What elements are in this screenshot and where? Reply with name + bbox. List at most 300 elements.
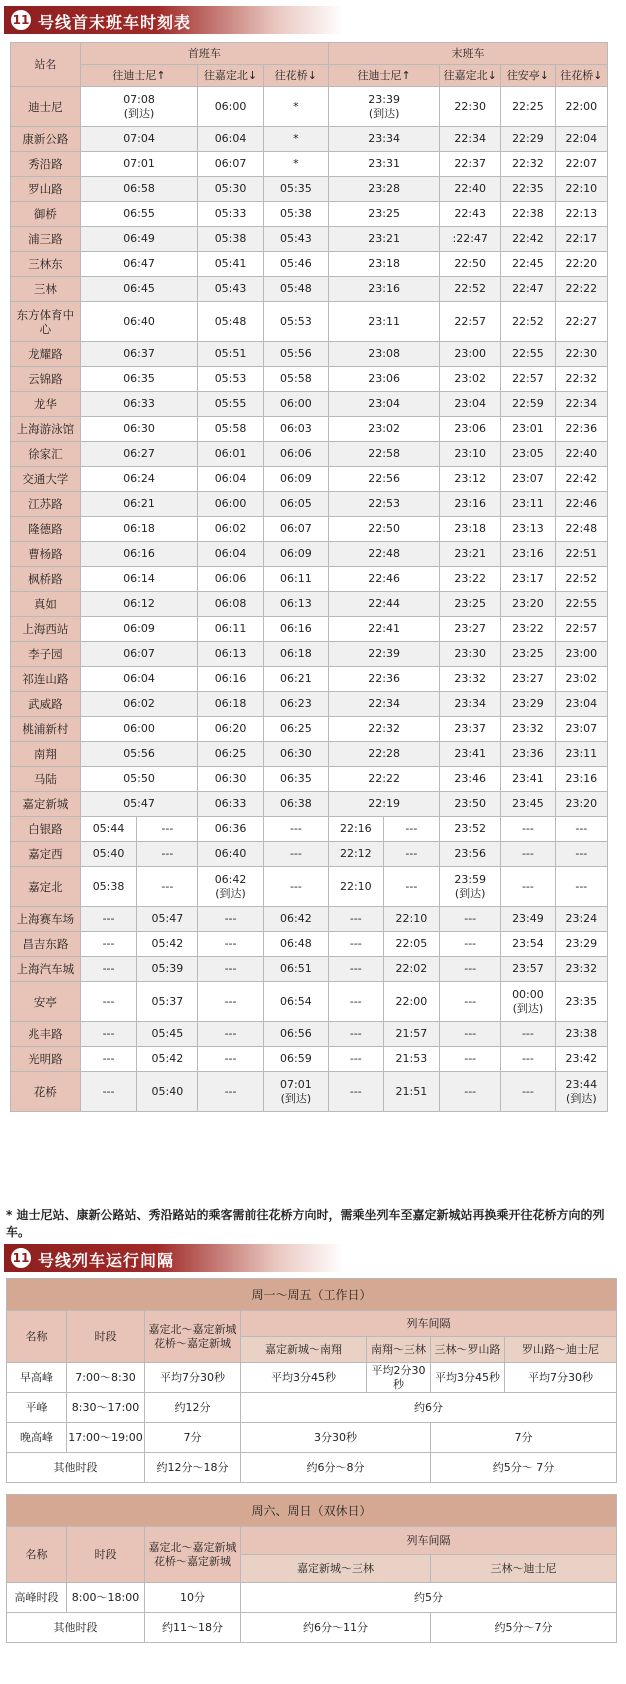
last-to-anting bbox=[501, 842, 555, 867]
first-to-huaqiao bbox=[263, 177, 328, 202]
first-to-disney-hq bbox=[137, 867, 198, 907]
last-to-anting bbox=[501, 442, 555, 467]
last-to-disney-value: 23:21 bbox=[368, 232, 400, 245]
last-to-jiadingbei-value: 23:21 bbox=[454, 547, 487, 560]
row-branch: 约11～18分 bbox=[145, 1613, 241, 1643]
first-to-disney bbox=[80, 152, 198, 177]
station-name: 嘉定北 bbox=[11, 867, 81, 907]
station-name: 云锦路 bbox=[11, 367, 81, 392]
row-value: 平均3分45秒 bbox=[241, 1363, 367, 1393]
last-to-anting-value: 22:42 bbox=[512, 232, 544, 245]
first-to-jiadingbei bbox=[198, 567, 263, 592]
table-row bbox=[11, 467, 608, 492]
last-to-anting bbox=[501, 1072, 555, 1112]
last-to-anting-value: 23:05 bbox=[512, 447, 544, 460]
last-to-jiadingbei bbox=[440, 342, 501, 367]
first-to-disney-value: 06:27 bbox=[123, 447, 155, 460]
first-to-huaqiao-value: 06:09 bbox=[280, 472, 312, 485]
first-to-huaqiao bbox=[263, 492, 328, 517]
last-to-disney-value: 22:44 bbox=[368, 597, 400, 610]
last-to-huaqiao-value: 23:38 bbox=[565, 1027, 598, 1040]
first-to-jiadingbei bbox=[198, 442, 263, 467]
last-to-disney bbox=[329, 767, 440, 792]
last-to-disney-hq-value: 22:00 bbox=[395, 994, 428, 1008]
station-name: 武威路 bbox=[11, 692, 81, 717]
last-to-jiadingbei bbox=[440, 1022, 501, 1047]
weekend-interval-table bbox=[6, 1494, 617, 1643]
last-to-disney-value: 23:34 bbox=[368, 132, 400, 145]
first-to-huaqiao-value: 05:46 bbox=[280, 257, 312, 270]
transfer-note: * 迪士尼站、康新公路站、秀沿路站的乘客需前往花桥方向时，需乘坐列车至嘉定新城站再换乘开往花桥方向的列车。 bbox=[6, 1208, 605, 1239]
last-to-huaqiao-value: 22:34 bbox=[565, 397, 598, 410]
first-to-jiadingbei-value: 06:00 bbox=[214, 497, 247, 510]
last-to-huaqiao bbox=[555, 442, 607, 467]
table-row bbox=[11, 227, 608, 252]
last-to-disney-jdb bbox=[329, 842, 383, 867]
last-to-huaqiao bbox=[555, 492, 607, 517]
last-to-anting bbox=[501, 277, 555, 302]
row-name: 早高峰 bbox=[7, 1363, 67, 1393]
first-to-huaqiao-value: 06:42 bbox=[280, 912, 312, 925]
first-to-jiadingbei bbox=[198, 417, 263, 442]
last-to-huaqiao-value: --- bbox=[575, 822, 588, 835]
first-to-jiadingbei-value: 06:00 bbox=[214, 99, 247, 113]
first-to-huaqiao bbox=[263, 907, 328, 932]
last-to-anting bbox=[501, 467, 555, 492]
last-to-huaqiao bbox=[555, 417, 607, 442]
last-to-disney-hq-value: --- bbox=[405, 822, 418, 835]
last-to-jiadingbei bbox=[440, 177, 501, 202]
last-to-jiadingbei bbox=[440, 202, 501, 227]
last-to-jiadingbei-value: 22:57 bbox=[454, 314, 487, 328]
last-to-disney bbox=[329, 177, 440, 202]
first-to-huaqiao-value: --- bbox=[289, 822, 302, 835]
last-to-huaqiao bbox=[555, 127, 607, 152]
table-row bbox=[11, 87, 608, 127]
last-to-jiadingbei bbox=[440, 717, 501, 742]
last-to-disney bbox=[329, 517, 440, 542]
table-row bbox=[11, 417, 608, 442]
last-to-jiadingbei-value: --- bbox=[464, 912, 477, 925]
first-to-disney-value: 06:21 bbox=[123, 497, 155, 510]
last-to-disney-hq bbox=[383, 817, 440, 842]
last-to-anting-value: 22:25 bbox=[512, 99, 544, 113]
first-to-huaqiao-value: * bbox=[293, 157, 299, 170]
first-to-disney-value: 06:49 bbox=[123, 232, 155, 245]
first-to-jiadingbei-value: --- bbox=[224, 937, 237, 950]
last-to-disney-value: 23:06 bbox=[368, 372, 400, 385]
last-to-disney-jdb bbox=[329, 982, 383, 1022]
first-to-jiadingbei-value: 06:18 bbox=[214, 697, 247, 710]
last-to-jiadingbei bbox=[440, 982, 501, 1022]
last-to-disney bbox=[329, 302, 440, 342]
weekday-title: 周一～周五（工作日） bbox=[7, 1279, 617, 1311]
table-row bbox=[11, 617, 608, 642]
last-to-anting-value: --- bbox=[521, 1084, 534, 1098]
first-to-jiadingbei bbox=[198, 277, 263, 302]
table-row bbox=[11, 767, 608, 792]
last-to-anting bbox=[501, 957, 555, 982]
first-to-huaqiao bbox=[263, 367, 328, 392]
first-to-jiadingbei-value: 05:33 bbox=[214, 207, 247, 220]
last-to-jiadingbei bbox=[440, 252, 501, 277]
first-to-huaqiao-value: 06:18 bbox=[280, 647, 312, 660]
row-value: 约6分～8分 bbox=[241, 1453, 431, 1483]
last-to-disney-hq bbox=[383, 907, 440, 932]
table-row bbox=[11, 367, 608, 392]
last-to-jiadingbei-value: 22:30 bbox=[454, 99, 487, 113]
station-name: 交通大学 bbox=[11, 467, 81, 492]
last-to-anting bbox=[501, 1022, 555, 1047]
last-to-jiadingbei-value: 23:06 bbox=[454, 422, 487, 435]
col-interval: 列车间隔 bbox=[241, 1311, 617, 1337]
station-name: 罗山路 bbox=[11, 177, 81, 202]
first-to-disney-value: 06:33 bbox=[123, 397, 155, 410]
header-first-train: 首班车 bbox=[80, 43, 328, 65]
last-to-disney-jdb bbox=[329, 1072, 383, 1112]
first-to-disney-value: 06:16 bbox=[123, 547, 155, 560]
last-to-jiadingbei-value: 22:52 bbox=[454, 282, 487, 295]
table-row bbox=[11, 842, 608, 867]
table-row bbox=[11, 517, 608, 542]
table-row bbox=[11, 1022, 608, 1047]
last-to-jiadingbei-value: 23:59 bbox=[454, 872, 487, 886]
last-to-huaqiao bbox=[555, 767, 607, 792]
station-name: 东方体育中心 bbox=[11, 302, 81, 342]
first-to-jiadingbei bbox=[198, 717, 263, 742]
first-to-jiadingbei-value: 06:08 bbox=[214, 597, 247, 610]
first-to-huaqiao bbox=[263, 817, 328, 842]
last-to-huaqiao-value: 23:04 bbox=[565, 697, 598, 710]
last-to-huaqiao-value: 23:42 bbox=[565, 1052, 598, 1065]
last-to-huaqiao-value: 23:20 bbox=[565, 797, 598, 810]
last-to-disney-jdb bbox=[329, 932, 383, 957]
table-row bbox=[11, 1047, 608, 1072]
first-to-huaqiao bbox=[263, 1047, 328, 1072]
table-row bbox=[11, 957, 608, 982]
station-name: 光明路 bbox=[11, 1047, 81, 1072]
row-period: 8:00～18:00 bbox=[67, 1583, 145, 1613]
last-to-anting bbox=[501, 932, 555, 957]
first-to-huaqiao bbox=[263, 542, 328, 567]
last-to-jiadingbei bbox=[440, 1072, 501, 1112]
col-branch: 嘉定北～嘉定新城 花桥～嘉定新城 bbox=[145, 1311, 241, 1363]
first-to-disney-hq-value: --- bbox=[161, 822, 174, 835]
last-to-disney bbox=[329, 692, 440, 717]
first-to-huaqiao-value: 06:54 bbox=[280, 994, 312, 1008]
first-to-jiadingbei-value: 06:30 bbox=[214, 772, 247, 785]
first-to-disney-jdb bbox=[80, 1072, 137, 1112]
first-to-huaqiao-value: 05:48 bbox=[280, 282, 312, 295]
row-name: 高峰时段 bbox=[7, 1583, 67, 1613]
last-to-huaqiao-value: 23:24 bbox=[565, 912, 598, 925]
last-to-disney bbox=[329, 742, 440, 767]
last-to-anting-value: 23:54 bbox=[512, 937, 544, 950]
first-to-huaqiao-value: 05:53 bbox=[280, 314, 312, 328]
last-to-huaqiao bbox=[555, 742, 607, 767]
last-to-anting bbox=[501, 907, 555, 932]
last-to-anting bbox=[501, 717, 555, 742]
last-to-disney-hq-value: 21:51 bbox=[395, 1084, 428, 1098]
first-to-disney bbox=[80, 767, 198, 792]
last-to-anting bbox=[501, 642, 555, 667]
table-row bbox=[11, 252, 608, 277]
station-name: 康新公路 bbox=[11, 127, 81, 152]
last-to-huaqiao-value: 23:32 bbox=[565, 962, 598, 975]
last-to-anting-value: 23:41 bbox=[512, 772, 544, 785]
first-to-disney-jdb-value: --- bbox=[102, 962, 115, 975]
first-to-disney bbox=[80, 342, 198, 367]
first-to-huaqiao-value: * bbox=[293, 132, 299, 145]
first-to-disney-hq-value: 05:39 bbox=[151, 962, 184, 975]
last-to-disney bbox=[329, 567, 440, 592]
last-to-jiadingbei bbox=[440, 417, 501, 442]
first-to-huaqiao bbox=[263, 592, 328, 617]
last-to-anting bbox=[501, 867, 555, 907]
last-to-huaqiao-value: 22:55 bbox=[565, 597, 598, 610]
first-to-huaqiao-value: 06:07 bbox=[280, 522, 312, 535]
first-to-disney-hq bbox=[137, 932, 198, 957]
last-to-jiadingbei-value: --- bbox=[464, 1084, 477, 1098]
last-to-anting-value: 23:29 bbox=[512, 697, 544, 710]
col-segment-4: 罗山路～迪士尼 bbox=[505, 1337, 617, 1363]
first-to-huaqiao bbox=[263, 1072, 328, 1112]
last-to-disney-value: 23:08 bbox=[368, 347, 400, 360]
first-to-huaqiao bbox=[263, 467, 328, 492]
last-to-huaqiao-value: 23:11 bbox=[565, 747, 598, 760]
first-to-disney-jdb-value: --- bbox=[102, 937, 115, 950]
first-to-disney-jdb bbox=[80, 982, 137, 1022]
first-to-jiadingbei bbox=[198, 542, 263, 567]
first-to-huaqiao-value: 06:13 bbox=[280, 597, 312, 610]
first-to-jiadingbei bbox=[198, 152, 263, 177]
last-to-disney-hq bbox=[383, 842, 440, 867]
last-to-disney-value: 22:22 bbox=[368, 772, 400, 785]
first-to-disney-hq-value: 05:40 bbox=[151, 1084, 184, 1098]
first-to-huaqiao bbox=[263, 442, 328, 467]
station-name: 秀沿路 bbox=[11, 152, 81, 177]
last-to-anting bbox=[501, 617, 555, 642]
table-row bbox=[11, 492, 608, 517]
last-to-huaqiao bbox=[555, 1047, 607, 1072]
last-to-anting-value: --- bbox=[521, 822, 534, 835]
last-to-jiadingbei bbox=[440, 87, 501, 127]
first-to-jiadingbei-value: --- bbox=[224, 912, 237, 925]
last-to-disney-jdb-value: 22:12 bbox=[339, 847, 372, 860]
station-name: 安亭 bbox=[11, 982, 81, 1022]
first-to-disney-arrival: (到达) bbox=[123, 106, 155, 120]
last-to-huaqiao-value: 23:02 bbox=[565, 672, 598, 685]
first-to-disney-jdb bbox=[80, 867, 137, 907]
last-to-jiadingbei bbox=[440, 152, 501, 177]
last-to-huaqiao bbox=[555, 252, 607, 277]
last-to-disney-value: 22:28 bbox=[368, 747, 400, 760]
first-to-jiadingbei-value: 06:02 bbox=[214, 522, 247, 535]
station-name: 龙华 bbox=[11, 392, 81, 417]
first-to-jiadingbei-value: 05:53 bbox=[214, 372, 247, 385]
first-to-jiadingbei-value: 05:38 bbox=[214, 232, 247, 245]
table-row bbox=[11, 742, 608, 767]
last-to-disney-jdb bbox=[329, 1022, 383, 1047]
last-to-jiadingbei-value: 23:41 bbox=[454, 747, 487, 760]
last-to-jiadingbei bbox=[440, 492, 501, 517]
last-to-disney-jdb-value: --- bbox=[349, 1084, 362, 1098]
header-last-train: 末班车 bbox=[329, 43, 608, 65]
row-branch: 平均7分30秒 bbox=[145, 1363, 241, 1393]
last-to-jiadingbei bbox=[440, 692, 501, 717]
last-to-huaqiao bbox=[555, 642, 607, 667]
last-to-anting bbox=[501, 302, 555, 342]
last-to-huaqiao-value: 22:10 bbox=[565, 182, 598, 195]
last-to-disney-jdb bbox=[329, 957, 383, 982]
station-name: 隆德路 bbox=[11, 517, 81, 542]
station-name: 昌吉东路 bbox=[11, 932, 81, 957]
station-name: 三林东 bbox=[11, 252, 81, 277]
first-to-disney-jdb bbox=[80, 1022, 137, 1047]
last-to-disney-jdb bbox=[329, 817, 383, 842]
first-to-huaqiao bbox=[263, 302, 328, 342]
last-to-anting-value: 23:01 bbox=[512, 422, 544, 435]
timetable-title: 号线首末班车时刻表 bbox=[38, 13, 192, 32]
last-to-jiadingbei bbox=[440, 467, 501, 492]
row-name: 其他时段 bbox=[7, 1453, 145, 1483]
first-to-huaqiao bbox=[263, 202, 328, 227]
row-value: 约5分～7分 bbox=[431, 1613, 617, 1643]
last-to-anting bbox=[501, 767, 555, 792]
row-value: 约5分～ 7分 bbox=[431, 1453, 617, 1483]
last-to-disney-jdb-value: --- bbox=[349, 937, 362, 950]
first-to-disney bbox=[80, 692, 198, 717]
first-to-disney-hq-value: --- bbox=[161, 879, 174, 893]
first-to-huaqiao bbox=[263, 127, 328, 152]
last-to-disney-value: 22:41 bbox=[368, 622, 400, 635]
first-to-jiadingbei bbox=[198, 1022, 263, 1047]
first-to-jiadingbei bbox=[198, 617, 263, 642]
first-to-jiadingbei bbox=[198, 392, 263, 417]
first-to-disney-jdb-value: 05:40 bbox=[92, 847, 125, 860]
first-to-jiadingbei bbox=[198, 1047, 263, 1072]
last-to-jiadingbei bbox=[440, 957, 501, 982]
last-to-disney bbox=[329, 252, 440, 277]
first-to-disney-value: 06:58 bbox=[123, 182, 155, 195]
col-segment-3: 三林～罗山路 bbox=[431, 1337, 505, 1363]
first-to-jiadingbei-value: --- bbox=[224, 1052, 237, 1065]
first-to-jiadingbei-value: 06:13 bbox=[214, 647, 247, 660]
first-to-disney-hq-value: 05:42 bbox=[151, 937, 184, 950]
last-to-disney-jdb-value: 22:16 bbox=[339, 822, 372, 835]
row-value: 平均3分45秒 bbox=[431, 1363, 505, 1393]
first-to-disney-jdb-value: --- bbox=[102, 912, 115, 925]
last-to-huaqiao bbox=[555, 932, 607, 957]
last-to-disney-hq-value: --- bbox=[405, 847, 418, 860]
last-to-jiadingbei-arrival: (到达) bbox=[454, 886, 486, 900]
last-to-huaqiao-value: 23:29 bbox=[565, 937, 598, 950]
first-to-disney bbox=[80, 252, 198, 277]
last-to-huaqiao bbox=[555, 517, 607, 542]
last-to-jiadingbei bbox=[440, 742, 501, 767]
first-to-huaqiao-value: 05:38 bbox=[280, 207, 312, 220]
last-to-huaqiao bbox=[555, 87, 607, 127]
last-to-disney-value: 22:34 bbox=[368, 697, 400, 710]
last-to-jiadingbei-value: 23:04 bbox=[454, 397, 487, 410]
last-to-jiadingbei bbox=[440, 932, 501, 957]
last-to-anting-value: 23:49 bbox=[512, 912, 544, 925]
first-to-jiadingbei-value: 06:36 bbox=[214, 822, 247, 835]
table-row bbox=[11, 302, 608, 342]
first-to-huaqiao-value: --- bbox=[289, 847, 302, 860]
first-to-huaqiao bbox=[263, 87, 328, 127]
first-to-jiadingbei-value: 06:25 bbox=[214, 747, 247, 760]
first-to-disney-value: 06:55 bbox=[123, 207, 155, 220]
last-to-huaqiao bbox=[555, 227, 607, 252]
first-to-jiadingbei bbox=[198, 957, 263, 982]
first-to-disney bbox=[80, 592, 198, 617]
first-to-disney-jdb-value: 05:38 bbox=[92, 879, 125, 893]
first-to-disney bbox=[80, 567, 198, 592]
last-to-huaqiao-value: --- bbox=[575, 879, 588, 893]
last-to-huaqiao bbox=[555, 957, 607, 982]
last-to-anting bbox=[501, 392, 555, 417]
first-to-disney-value: 06:47 bbox=[123, 257, 155, 270]
header-first-disney: 往迪士尼↑ bbox=[80, 65, 198, 87]
first-to-disney-jdb bbox=[80, 957, 137, 982]
last-to-jiadingbei-value: 23:32 bbox=[454, 672, 487, 685]
first-to-huaqiao-value: 05:56 bbox=[280, 347, 312, 360]
last-to-disney-value: 23:11 bbox=[368, 314, 400, 328]
last-to-jiadingbei-value: 23:00 bbox=[454, 347, 487, 360]
last-to-anting-value: 23:17 bbox=[512, 572, 544, 585]
table-row bbox=[11, 342, 608, 367]
last-to-disney-hq bbox=[383, 1072, 440, 1112]
row-period: 17:00～19:00 bbox=[67, 1423, 145, 1453]
last-to-disney-value: 23:31 bbox=[368, 157, 400, 170]
first-to-jiadingbei-value: 06:06 bbox=[214, 572, 247, 585]
first-to-disney bbox=[80, 227, 198, 252]
col-segment-2: 三林～迪士尼 bbox=[431, 1555, 617, 1583]
last-to-disney-hq bbox=[383, 1047, 440, 1072]
first-to-disney-jdb-value: --- bbox=[102, 1084, 115, 1098]
last-to-huaqiao-value: 22:07 bbox=[565, 157, 598, 170]
last-to-anting-value: --- bbox=[521, 1052, 534, 1065]
station-name: 桃浦新村 bbox=[11, 717, 81, 742]
last-to-disney bbox=[329, 87, 440, 127]
last-to-huaqiao-value: 22:51 bbox=[565, 547, 598, 560]
station-name: 上海赛车场 bbox=[11, 907, 81, 932]
last-to-huaqiao bbox=[555, 817, 607, 842]
table-row bbox=[11, 177, 608, 202]
table-row bbox=[11, 1072, 608, 1112]
last-to-jiadingbei bbox=[440, 517, 501, 542]
table-row bbox=[11, 692, 608, 717]
last-to-disney-value: 23:04 bbox=[368, 397, 400, 410]
last-to-anting bbox=[501, 592, 555, 617]
first-to-huaqiao-value: 06:38 bbox=[280, 797, 312, 810]
first-to-jiadingbei bbox=[198, 302, 263, 342]
first-to-disney bbox=[80, 392, 198, 417]
table-row bbox=[11, 567, 608, 592]
first-to-huaqiao-value: 06:25 bbox=[280, 722, 312, 735]
col-segment-2: 南翔～三林 bbox=[367, 1337, 431, 1363]
last-to-huaqiao-value: 23:44 bbox=[565, 1077, 598, 1091]
first-to-huaqiao-value: 06:06 bbox=[280, 447, 312, 460]
last-to-huaqiao-value: --- bbox=[575, 847, 588, 860]
first-to-disney-jdb bbox=[80, 907, 137, 932]
first-to-disney-jdb bbox=[80, 932, 137, 957]
first-to-jiadingbei bbox=[198, 842, 263, 867]
first-to-jiadingbei-value: 06:42 bbox=[214, 872, 247, 886]
last-to-disney-value: 23:02 bbox=[368, 422, 400, 435]
table-row bbox=[11, 932, 608, 957]
